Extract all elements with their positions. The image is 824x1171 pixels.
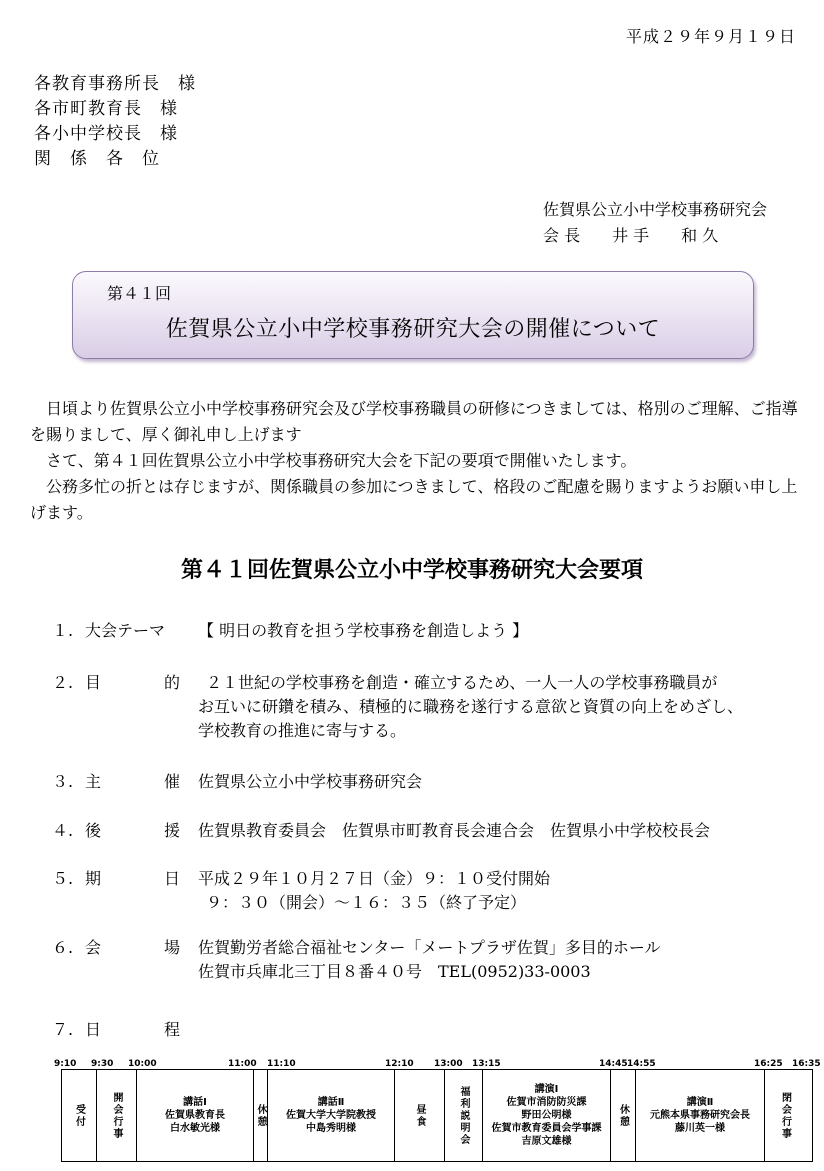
schedule-block-text: 開会行事 — [111, 1091, 122, 1140]
item-value-line: お互いに研鑽を積み、積極的に職務を遂行する意欲と資質の向上をめざし、 — [198, 697, 743, 716]
schedule-block-text: 佐賀大学大学院教授 — [286, 1110, 376, 1121]
item-value-line: ９：３０（開会）～１６：３５（終了予定） — [206, 893, 527, 912]
schedule-block-text: 佐賀市教育委員会学事課 — [491, 1123, 602, 1134]
schedule-block-text: 藤川英一様 — [675, 1123, 725, 1134]
item-label-part: 後 — [85, 821, 102, 840]
item-label-part: 程 — [163, 1020, 180, 1039]
schedule-block — [62, 1070, 97, 1161]
item-label-part: 日 — [85, 1020, 102, 1039]
addressee: 各市町教育長 様 — [34, 99, 178, 119]
item-label-part: 主 — [85, 772, 102, 791]
schedule-block-text: 閉会行事 — [779, 1091, 791, 1140]
item-label-part: 場 — [163, 938, 180, 957]
item-label-part: 援 — [163, 821, 180, 840]
time-label: 11:00 — [228, 1059, 257, 1069]
time-label: 10:00 — [128, 1059, 157, 1069]
item-value-line: 佐賀市兵庫北三丁目８番４０号 TEL(0952)33-0003 — [198, 962, 591, 981]
schedule-block-text: 佐賀県教育長 — [165, 1110, 225, 1121]
time-label: 9:30 — [91, 1059, 114, 1069]
schedule-block-text: 元熊本県事務研究会長 — [650, 1110, 750, 1121]
item-value-line: 【 明日の教育を担う学校事務を創造しよう 】 — [198, 621, 529, 640]
item-number: ２. — [52, 673, 74, 692]
item-number: ７. — [52, 1020, 74, 1039]
time-label: 13:00 — [434, 1059, 463, 1069]
time-label: 14:45 — [599, 1059, 628, 1069]
schedule-block-text: 休憩 — [255, 1103, 266, 1128]
schedule-block — [268, 1070, 395, 1161]
schedule-block-text: 佐賀市消防防災課 — [506, 1097, 587, 1108]
item-number: ５. — [52, 869, 74, 888]
schedule-block — [483, 1070, 611, 1161]
schedule-block — [97, 1070, 137, 1161]
item-number: １. — [52, 621, 74, 640]
schedule-block — [395, 1070, 445, 1161]
schedule-table — [61, 1069, 813, 1162]
item-label-part: 的 — [163, 673, 180, 692]
schedule-block — [765, 1070, 805, 1161]
time-label: 11:10 — [267, 1059, 296, 1069]
item-value — [198, 770, 813, 794]
schedule-block-text: 野田公明様 — [521, 1110, 572, 1121]
schedule-block-text: 休憩 — [617, 1103, 629, 1128]
section-heading: 第４１回佐賀県公立小中学校事務研究大会要項 — [180, 558, 643, 583]
addressee: 各教育事務所長 様 — [34, 74, 196, 94]
schedule-block-text: 講演Ⅰ — [534, 1084, 559, 1095]
schedule-block-text: 白水敏光様 — [170, 1123, 220, 1134]
title-edition: 第４１回 — [107, 284, 172, 303]
schedule-block — [137, 1070, 254, 1161]
item-label-part: 期 — [85, 869, 102, 888]
item-label-part: 日 — [163, 869, 180, 888]
schedule-block-text: 中島秀明様 — [306, 1123, 356, 1134]
schedule-block-text: 受付 — [73, 1103, 85, 1128]
body-paragraph: さて、第４１回佐賀県公立小中学校事務研究大会を下記の要項で開催いたします。 — [30, 451, 637, 470]
time-label: 16:25 — [754, 1059, 783, 1069]
addressee-list — [34, 72, 196, 172]
schedule-block — [254, 1070, 268, 1161]
schedule-block-text: 講話Ⅰ — [183, 1097, 207, 1108]
item-label — [85, 936, 180, 960]
item-label — [85, 867, 180, 891]
item-value — [198, 936, 813, 984]
addressee: 各小中学校長 様 — [34, 124, 178, 144]
body-text — [30, 396, 805, 526]
item-number: ６. — [52, 938, 74, 957]
sender-block — [543, 197, 767, 249]
body-paragraph: 日頃より佐賀県公立小中学校事務研究会及び学校事務職員の研修につきましては、格別のご理解、ご指導を賜りまして、厚く御礼申し上げます — [30, 399, 798, 444]
schedule-block — [636, 1070, 765, 1161]
item-label — [85, 770, 180, 794]
sender-representative: 会 長 井 手 和 久 — [543, 226, 719, 245]
item-value — [198, 671, 813, 743]
time-label: 14:55 — [627, 1059, 656, 1069]
schedule-block — [611, 1070, 636, 1161]
item-label — [85, 671, 180, 695]
time-label: 9:10 — [54, 1059, 77, 1069]
item-label — [85, 619, 180, 643]
item-number: ４. — [52, 821, 74, 840]
schedule-block-text: 講話Ⅱ — [317, 1097, 345, 1108]
item-label-part: 大会テーマ — [85, 621, 166, 640]
item-label-part: 会 — [85, 938, 102, 957]
body-paragraph: 公務多忙の折とは存じますが、関係職員の参加につきまして、格段のご配慮を賜りますようお願い申し上げます。 — [30, 477, 798, 522]
time-label: 16:35 — [792, 1059, 821, 1069]
item-value-line: 佐賀県公立小中学校事務研究会 — [198, 772, 423, 791]
item-value-line: 平成２９年１０月２７日（金）９：１０受付開始 — [198, 869, 551, 888]
schedule-block-text: 講演Ⅱ — [686, 1097, 714, 1108]
schedule-timeline — [54, 1057, 824, 1171]
addressee: 関 係 各 位 — [34, 149, 160, 169]
time-label: 12:10 — [385, 1059, 414, 1069]
schedule-block-text: 福利説明会 — [458, 1085, 469, 1146]
schedule-block — [445, 1070, 483, 1161]
item-label-part: 催 — [163, 772, 180, 791]
item-label — [85, 819, 180, 843]
schedule-block-text: 昼食 — [414, 1103, 425, 1128]
item-value — [198, 819, 813, 843]
time-label: 13:15 — [472, 1059, 501, 1069]
item-label-part: 目 — [85, 673, 102, 692]
document-date: 平成２９年９月１９日 — [625, 27, 796, 46]
item-value — [198, 867, 813, 915]
item-value-line: 佐賀勤労者総合福祉センター「メートプラザ佐賀」多目的ホール — [198, 938, 661, 957]
schedule-block-text: 吉原文雄様 — [521, 1136, 572, 1147]
sender-organization: 佐賀県公立小中学校事務研究会 — [543, 200, 768, 219]
item-number: ３. — [52, 772, 74, 791]
item-value-line: 佐賀県教育委員会 佐賀県市町教育長会連合会 佐賀県小中学校校長会 — [198, 821, 711, 840]
document-title: 佐賀県公立小中学校事務研究大会の開催について — [165, 317, 661, 342]
item-value-line: ２１世紀の学校事務を創造・確立するため、一人一人の学校事務職員が — [206, 673, 718, 692]
title-box — [72, 271, 754, 359]
item-value-line: 学校教育の推進に寄与する。 — [198, 721, 407, 740]
item-label — [85, 1018, 180, 1042]
item-value — [198, 619, 813, 643]
